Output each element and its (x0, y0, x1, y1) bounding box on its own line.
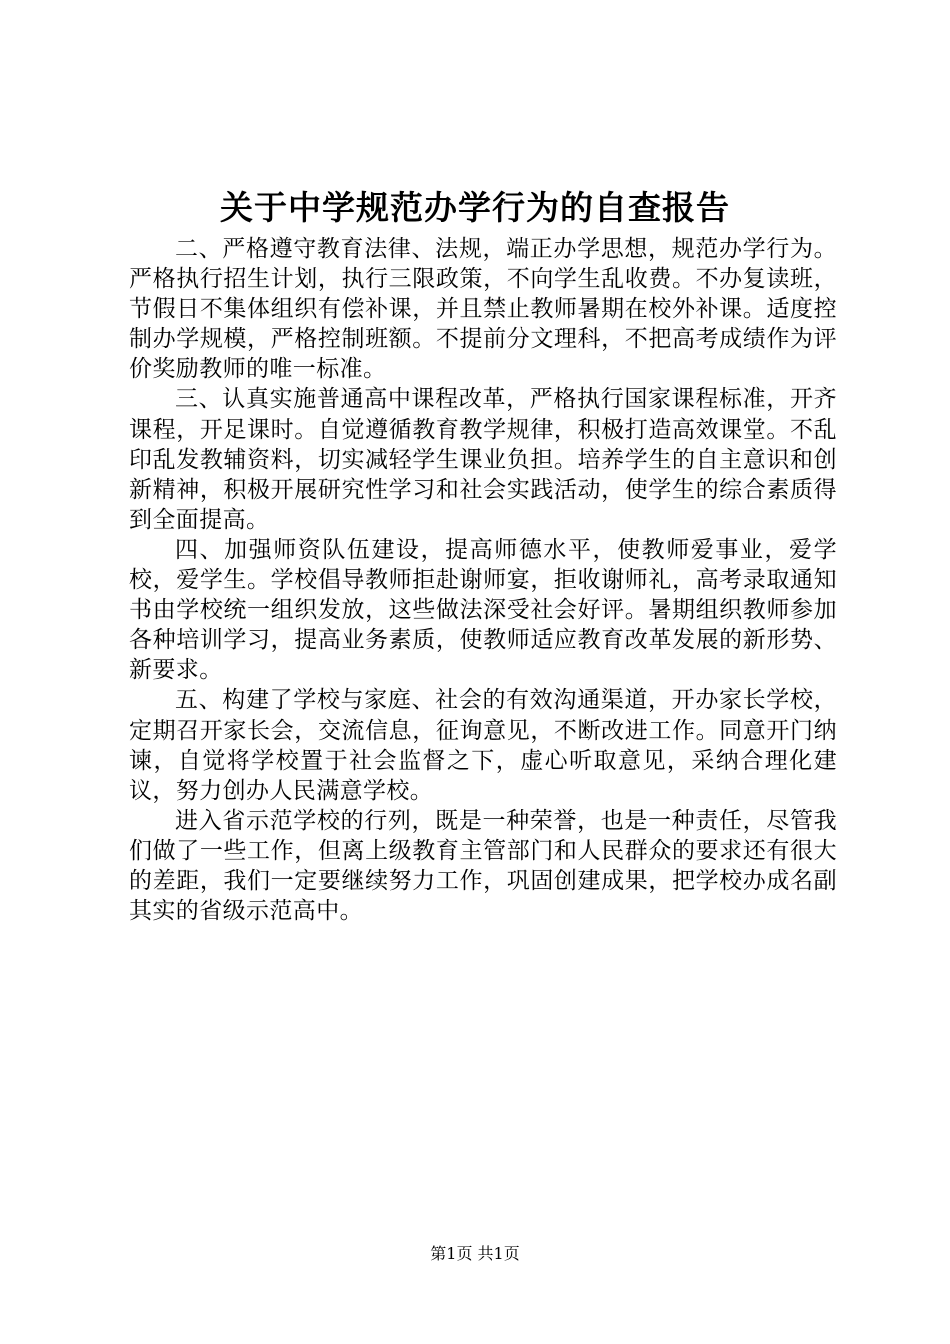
paragraph-conclusion: 进入省示范学校的行列，既是一种荣誉，也是一种责任，尽管我们做了一些工作，但离上级教育主管部门和人民群众的要求还有很大的差距，我们一定要继续努力工作，巩固创建成果，把学校办成名副其实的省级示范高中。 (129, 807, 837, 925)
document-body (129, 234, 837, 926)
paragraph-5: 五、构建了学校与家庭、社会的有效沟通渠道，开办家长学校，定期召开家长会，交流信息，征询意见，不断改进工作。同意开门纳谏，自觉将学校置于社会监督之下，虚心听取意见，采纳合理化建议，努力创办人民满意学校。 (129, 687, 837, 804)
paragraph-3: 三、认真实施普通高中课程改革，严格执行国家课程标准，开齐课程，开足课时。自觉遵循教育教学规律，积极打造高效课堂。不乱印乱发教辅资料，切实减轻学生课业负担。培养学生的自主意识和创新精神，积极开展研究性学习和社会实践活动，使学生的综合素质得到全面提高。 (129, 386, 837, 533)
document-title: 关于中学规范办学行为的自查报告 (220, 188, 730, 227)
paragraph-2: 二、严格遵守教育法律、法规，端正办学思想，规范办学行为。严格执行招生计划，执行三限政策，不向学生乱收费。不办复读班，节假日不集体组织有偿补课，并且禁止教师暑期在校外补课。适度控制办学规模，严格控制班额。不提前分文理科，不把高考成绩作为评价奖励教师的唯一标准。 (129, 236, 837, 383)
page-number-footer: 第1页 共1页 (430, 1244, 520, 1263)
paragraph-4: 四、加强师资队伍建设，提高师德水平，使教师爱事业，爱学校，爱学生。学校倡导教师拒赴谢师宴，拒收谢师礼，高考录取通知书由学校统一组织发放，这些做法深受社会好评。暑期组织教师参加各种培训学习，提高业务素质，使教师适应教育改革发展的新形势、新要求。 (129, 536, 837, 684)
